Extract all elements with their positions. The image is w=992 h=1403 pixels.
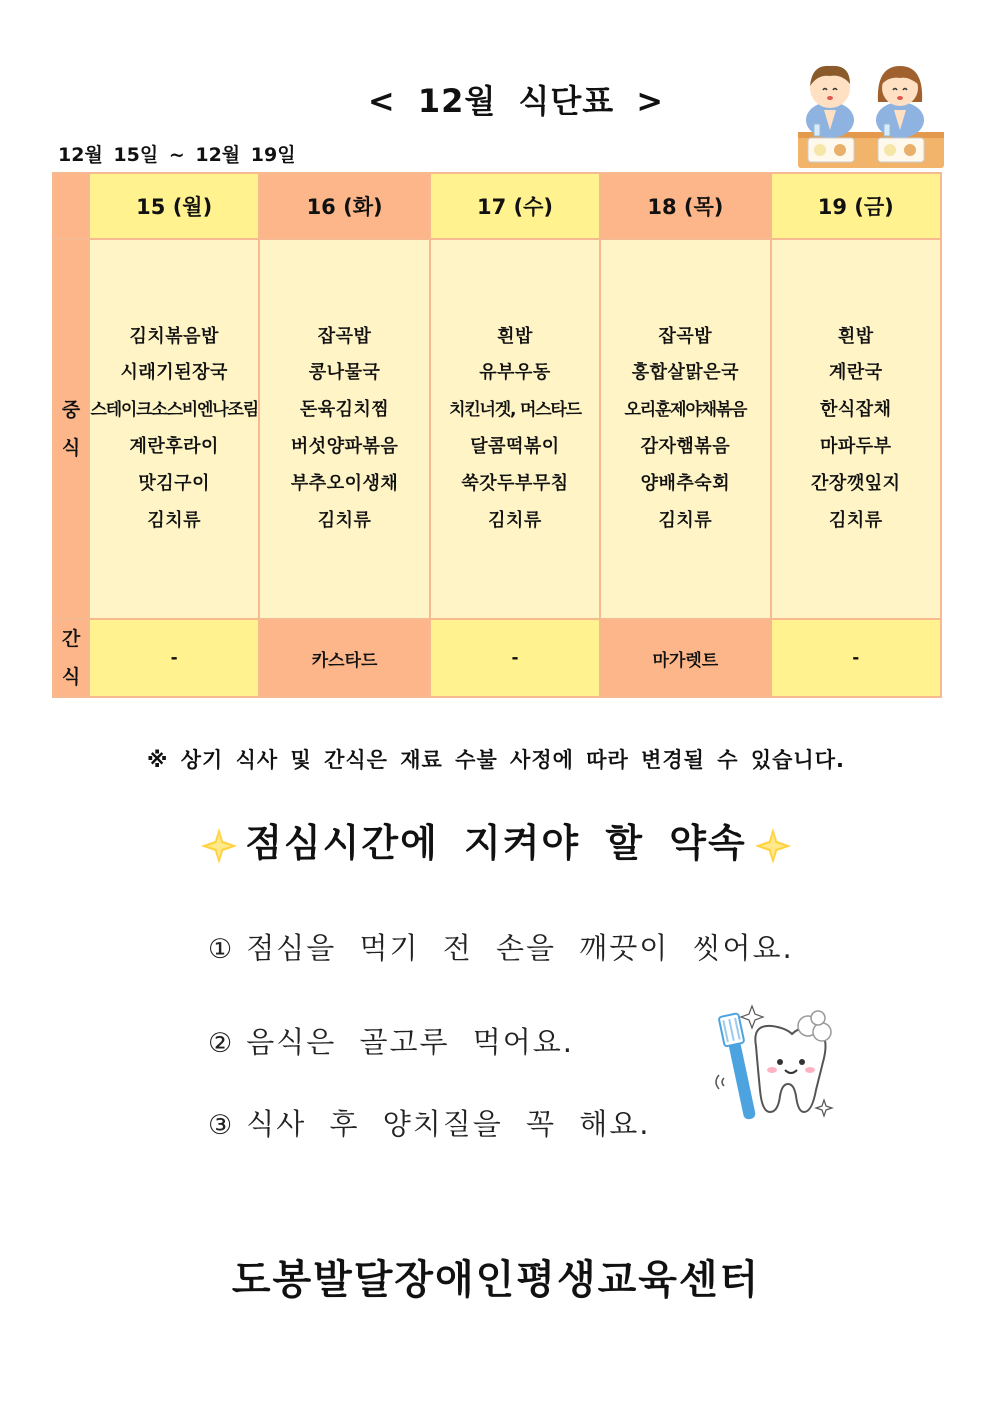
lunch-label-char: 식: [61, 437, 81, 459]
menu-item: 마파두부: [820, 436, 892, 457]
menu-item: 치킨너겟, 머스타드: [449, 400, 581, 421]
rule-item: [208, 1102, 650, 1143]
menu-table: [52, 172, 942, 698]
menu-item: 스테이크소스비엔나조림: [90, 400, 258, 421]
snack-cell: -: [89, 619, 259, 697]
lunch-cell: [600, 239, 770, 619]
snack-label-char: 식: [61, 666, 81, 688]
notice-text: ※ 상기 식사 및 간식은 재료 수불 사정에 따라 변경될 수 있습니다.: [147, 748, 845, 772]
menu-item: 돈육김치찜: [299, 399, 390, 421]
menu-item: 김치류: [488, 509, 542, 531]
date-range: 12월 15일 ~ 12월 19일: [58, 144, 296, 166]
day-header: 19 (금): [771, 173, 941, 239]
menu-item: 유부우동: [479, 362, 551, 384]
menu-item: 계란후라이: [129, 436, 219, 457]
snack-row: [53, 619, 941, 697]
menu-item: 달콤떡볶이: [470, 436, 560, 457]
menu-item: 계란국: [828, 362, 883, 384]
snack-cell: 마가렛트: [600, 619, 770, 697]
lunch-cell: [259, 239, 429, 619]
rule-item: [208, 926, 794, 967]
star-icon: [753, 826, 793, 866]
menu-item: 간장깻잎지: [811, 472, 901, 494]
menu-item: 오리훈제야채볶음: [624, 400, 747, 421]
snack-cell: -: [771, 619, 941, 697]
lunch-row: [53, 239, 941, 619]
menu-item: 양배추숙회: [640, 472, 731, 494]
lunch-cell: [771, 239, 941, 619]
menu-item: 김치볶음밥: [129, 325, 219, 347]
lunch-row-label: [53, 239, 89, 619]
promise-title-text: 점심시간에 지켜야 할 약속: [245, 821, 747, 865]
rule-number: ②: [208, 1028, 235, 1059]
menu-item: 김치류: [828, 509, 883, 531]
menu-item: 흰밥: [837, 325, 874, 347]
star-icon: [199, 826, 239, 866]
day-header: 16 (화): [259, 173, 429, 239]
corner-cell: [53, 173, 89, 239]
menu-item: 잡곡밥: [317, 325, 372, 347]
rule-text: 식사 후 양치질을 꼭 해요.: [246, 1107, 651, 1141]
menu-item: 흰밥: [497, 325, 533, 347]
rule-item: [208, 1020, 574, 1061]
menu-item: 김치류: [658, 509, 713, 531]
day-header: 15 (월): [89, 173, 259, 239]
menu-item: 부추오이생채: [290, 472, 399, 494]
tooth-toothbrush-illustration: [712, 1000, 844, 1128]
rule-text: 점심을 먹기 전 손을 깨끗이 씻어요.: [246, 931, 794, 965]
menu-item: 쑥갓두부무침: [461, 472, 569, 494]
menu-item: 시래기된장국: [120, 362, 228, 384]
children-eating-illustration: [790, 58, 948, 172]
day-header: 18 (목): [600, 173, 770, 239]
organization-name: 도봉발달장애인평생교육센터: [231, 1257, 761, 1303]
snack-label-char: 간: [61, 628, 81, 650]
rule-text: 음식은 골고루 먹어요.: [246, 1025, 574, 1059]
page-title: < 12월 식단표 >: [367, 82, 665, 120]
day-header-row: [53, 173, 941, 239]
snack-cell: 카스타드: [259, 619, 429, 697]
menu-item: 버섯양파볶음: [290, 436, 399, 457]
menu-item: 한식잡채: [820, 399, 892, 421]
menu-item: 맛김구이: [138, 472, 210, 494]
menu-item: 감자햄볶음: [640, 436, 731, 457]
promise-heading: [0, 812, 992, 867]
lunch-label-char: 중: [61, 399, 81, 421]
lunch-cell: [430, 239, 600, 619]
menu-item: 홍합살맑은국: [631, 362, 740, 384]
lunch-cell: [89, 239, 259, 619]
day-header: 17 (수): [430, 173, 600, 239]
menu-item: 김치류: [317, 509, 372, 531]
menu-item: 콩나물국: [308, 362, 381, 384]
rule-number: ①: [208, 934, 235, 965]
snack-row-label: [53, 619, 89, 697]
rule-number: ③: [208, 1110, 235, 1141]
menu-item: 잡곡밥: [658, 325, 713, 347]
snack-cell: -: [430, 619, 600, 697]
menu-item: 김치류: [147, 509, 202, 531]
